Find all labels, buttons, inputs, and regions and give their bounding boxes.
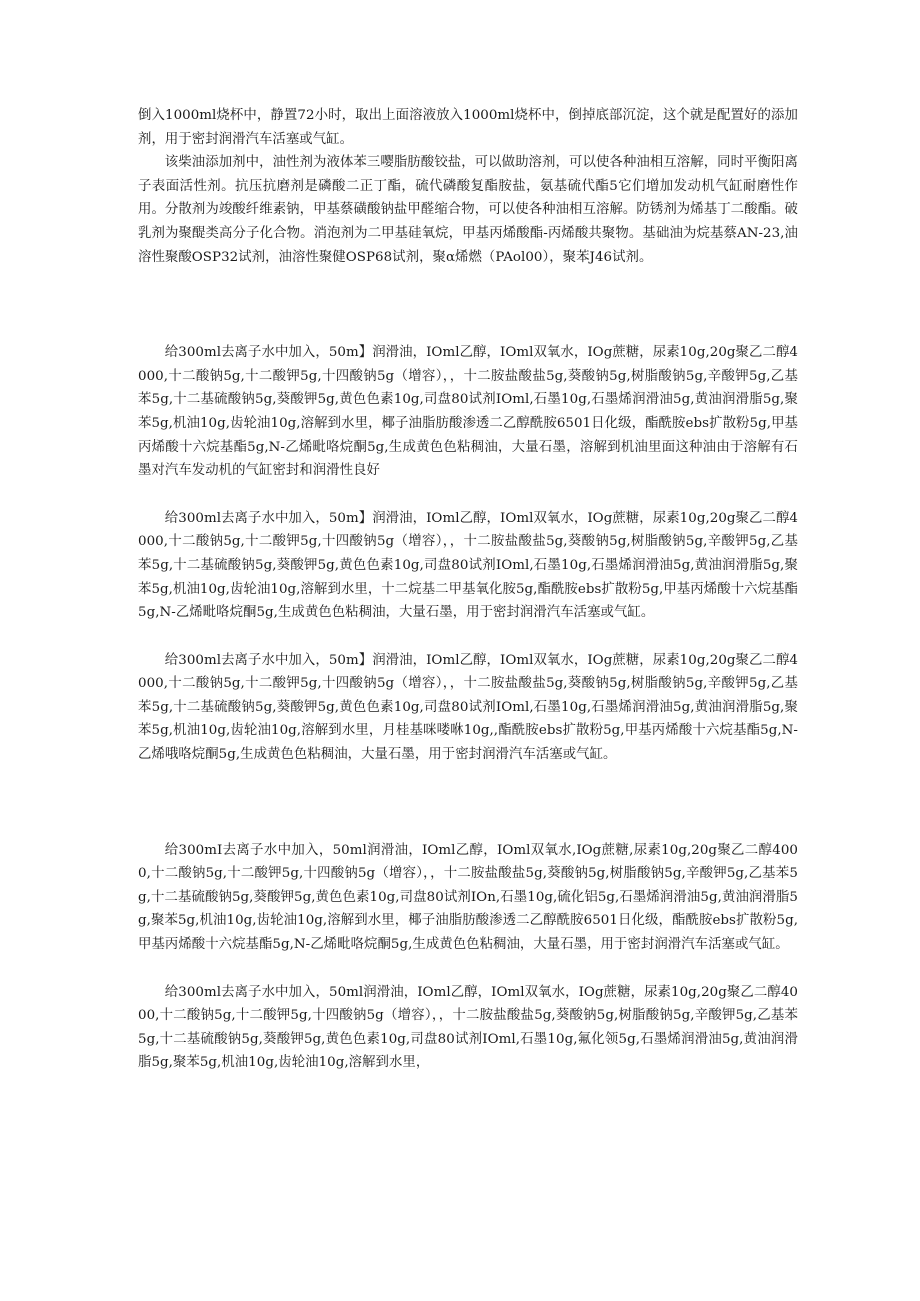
paragraph-recipe-2: 给300ml去离子水中加入，50m】润滑油，IOml乙醇，IOml双氧水，IOg蔗糖，尿素10g,20g聚乙二醇4000,十二酸钠5g,十二酸钾5g,十四酸钠5g（增容），，十二胺盐酸盐5g,葵酸钠5g,树脂酸钠5g,辛酸钾5g,乙基苯5g,十二基硫酸钠5g,葵酸钾5g,黄色色素10g,司盘80试剂IOml,石墨10g,石墨烯润滑油5g,黄油润滑脂5g,聚苯5g,机油10g,齿轮油10g,溶解到水里，十二烷基二甲基氧化胺5g,酯酰胺ebs扩散粉5g,甲基丙烯酸十六烷基酯5g,N-乙烯毗咯烷酮5g,生成黄色色粘稠油，大量石墨，用于密封润滑汽车活塞或气缸。	[138, 510, 798, 621]
paragraph-recipe-4: 给300mI去离子水中加入，50ml润滑油，IOml乙醇，IOml双氧水,IOg蔗糖,尿素10g,20g聚乙二醇4000,十二酸钠5g,十二酸钾5g,十四酸钠5g（增容），，十二胺盐酸盐5g,葵酸钠5g,树脂酸钠5g,辛酸钾5g,乙基苯5g,十二基硫酸钠5g,葵酸钾5g,黄色色素10g,司盘80试剂IOn,石墨10g,硫化铝5g,石墨烯润滑油5g,黄油润滑脂5g,聚苯5g,机油10g,齿轮油10g,溶解到水里，椰子油脂肪酸渗透二乙醇酰胺6501日化级，酯酰胺ebs扩散粉5g,甲基丙烯酸十六烷基酯5g,N-乙烯毗咯烷酮5g,生成黄色色粘稠油，大量石墨，用于密封润滑汽车活塞或气缸。	[138, 842, 798, 953]
blank-space	[138, 483, 798, 507]
blank-space	[138, 625, 798, 649]
paragraph-recipe-1: 给300ml去离子水中加入，50m】润滑油，IOml乙醇，IOml双氧水，IOg蔗糖，尿素10g,20g聚乙二醇4000,十二酸钠5g,十二酸钾5g,十四酸钠5g（增容），，十二胺盐酸盐5g,葵酸钠5g,树脂酸钠5g,辛酸钾5g,乙基苯5g,十二基硫酸钠5g,葵酸钾5g,黄色色素10g,司盘80试剂IOml,石墨10g,石墨烯润滑油5g,黄油润滑脂5g,聚苯5g,机油10g,齿轮油10g,溶解到水里，椰子油脂肪酸渗透二乙醇酰胺6501日化级，酯酰胺ebs扩散粉5g,甲基丙烯酸十六烷基酯5g,N-乙烯毗咯烷酮5g,生成黄色色粘稠油，大量石墨，溶解到机油里面这种油由于溶解有石墨对汽车发动机的气缸密封和润滑性良好	[138, 345, 798, 479]
blank-space	[138, 269, 798, 341]
paragraph-additive-description: 该柴油添加剂中，油性剂为液体苯三嘤脂肪酸铰盐，可以做助溶剂，可以使各种油相互溶解，同时平衡阳离子表面活性剂。抗压抗磨剂是磷酸二正丁酯，硫代磷酸复酯胺盐，氨基硫代酯5它们增加发动机气缸耐磨性作用。分散剂为竣酸纤维素钠，甲基蔡磺酸钠盐甲醛缩合物，可以使各种油相互溶解。防锈剂为烯基丁二酸酯。破乳剂为聚醍类高分子化合物。消泡剂为二甲基硅氧烷，甲基丙烯酸酯-丙烯酸共聚物。基础油为烷基蔡AN-23,油溶性聚酸OSP32试剂，油溶性聚健OSP68试剂，聚α烯燃（PAol00），聚苯J46试剂。	[138, 155, 798, 265]
blank-space	[138, 957, 798, 981]
paragraph-continuation: 倒入1000ml烧杯中，静置72小时，取出上面溶液放入1000ml烧杯中，倒掉底部沉淀，这个就是配置好的添加剂，用于密封润滑汽车活塞或气缸。	[138, 108, 798, 147]
blank-space	[138, 767, 798, 839]
document-body	[138, 104, 798, 1075]
paragraph-recipe-5: 给300ml去离子水中加入，50ml润滑油，IOml乙醇，IOml双氧水，IOg蔗糖，尿素10g,20g聚乙二醇4000,十二酸钠5g,十二酸钾5g,十四酸钠5g（增容），，十二胺盐酸盐5g,葵酸钠5g,树脂酸钠5g,辛酸钾5g,乙基苯5g,十二基硫酸钠5g,葵酸钾5g,黄色色素10g,司盘80试剂IOml,石墨10g,氟化领5g,石墨烯润滑油5g,黄油润滑脂5g,聚苯5g,机油10g,齿轮油10g,溶解到水里，	[138, 984, 798, 1071]
paragraph-recipe-3: 给300ml去离子水中加入，50m】润滑油，IOml乙醇，IOml双氧水，IOg蔗糖，尿素10g,20g聚乙二醇4000,十二酸钠5g,十二酸钾5g,十四酸钠5g（增容），，十二胺盐酸盐5g,葵酸钠5g,树脂酸钠5g,辛酸钾5g,乙基苯5g,十二基硫酸钠5g,葵酸钾5g,黄色色素10g,司盘80试剂IOml,石墨10g,石墨烯润滑油5g,黄油润滑脂5g,聚苯5g,机油10g,齿轮油10g,溶解到水里，月桂基咪喽咻10g,,酯酰胺ebs扩散粉5g,甲基丙烯酸十六烷基酯5g,N-乙烯哦咯烷酮5g,生成黄色色粘稠油，大量石墨，用于密封润滑汽车活塞或气缸。	[138, 652, 798, 763]
